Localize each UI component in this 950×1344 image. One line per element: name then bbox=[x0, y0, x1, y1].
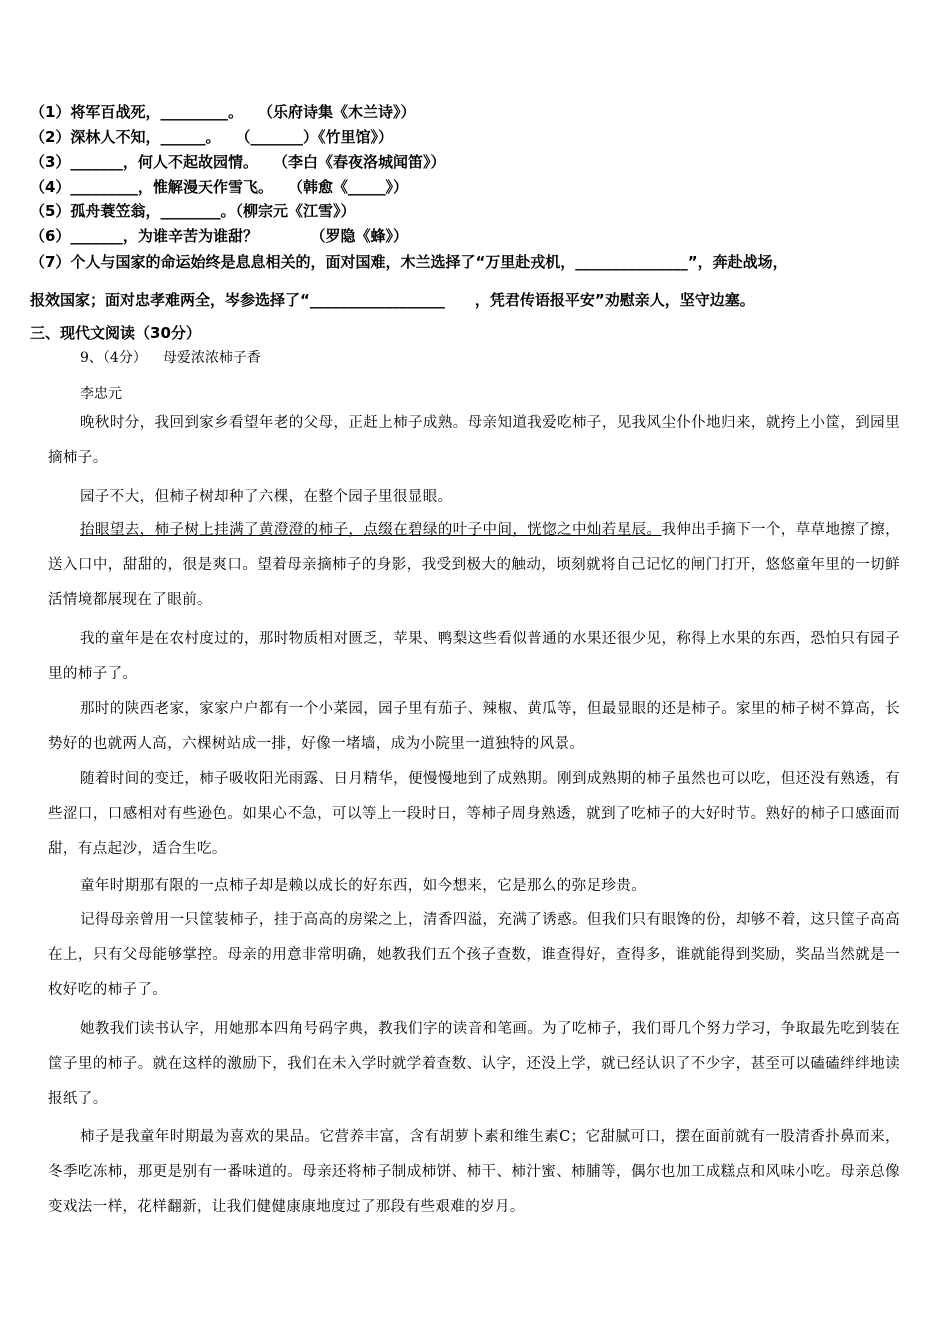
fill-item-7-line-2: 报效国家；面对忠孝难两全，岑参选择了“__________________ ，凭君传语报平安”劝慰亲人，坚守边塞。 bbox=[30, 291, 755, 309]
essay-paragraph-7: 童年时期那有限的一点柿子却是赖以成长的好东西，如今想来，它是那么的弥足珍贵。 bbox=[80, 878, 647, 894]
question-label: 9、（4分） bbox=[80, 350, 147, 366]
underlined-sentence: 抬眼望去，柿子树上挂满了黄澄澄的柿子，点缀在碧绿的叶子中间，恍惚之中灿若星辰。 bbox=[80, 522, 662, 538]
fill-item-2: （2）深林人不知，______。 （_______）《竹里馆》） bbox=[30, 128, 393, 146]
paragraph-3-rest: 我伸出手摘下一个，草草地擦了擦，送入口中，甜甜的，很是爽口。望着母亲摘柿子的身影，我受到极大的触动，顷刻就将自己记忆的闸门打开，悠悠童年里的一切鲜活情境都展现在了眼前。 bbox=[48, 522, 900, 608]
essay-paragraph-8: 记得母亲曾用一只筐装柿子，挂于高高的房梁之上，清香四溢，充满了诱惑。但我们只有眼馋的份，却够不着，这只筐子高高在上，只有父母能够掌控。母亲的用意非常明确，她教我们五个孩子查数，谁查得好，查得多，谁就能得到奖励，奖品当然就是一枚好吃的柿子了。 bbox=[48, 912, 900, 998]
essay-title: 母爱浓浓柿子香 bbox=[162, 350, 261, 366]
essay-paragraph-5: 那时的陕西老家，家家户户都有一个小菜园，园子里有茄子、辣椒、黄瓜等，但最显眼的还是柿子。家里的柿子树不算高，长势好的也就两人高，六棵树站成一排，好像一堵墙，成为小院里一道独特的风景。 bbox=[48, 701, 900, 752]
fill-item-3: （3）_______，何人不起故园情。 （李白《春夜洛城闻笛》） bbox=[30, 153, 446, 171]
section-title: 三、现代文阅读（30分） bbox=[30, 324, 201, 342]
essay-paragraph-6: 随着时间的变迁，柿子吸收阳光雨露、日月精华，便慢慢地到了成熟期。刚到成熟期的柿子虽然也可以吃，但还没有熟透，有些涩口，口感相对有些逊色。如果心不急，可以等上一段时日，等柿子周身熟透，就到了吃柿子的大好时节。熟好的柿子口感面而甜，有点起沙，适合生吃。 bbox=[48, 771, 900, 857]
fill-item-5: （5）孤舟蓑笠翁，________。（柳宗元《江雪》） bbox=[30, 202, 356, 220]
essay-paragraph-2: 园子不大，但柿子树却种了六棵，在整个园子里很显眼。 bbox=[80, 489, 453, 505]
question-heading bbox=[80, 348, 261, 368]
fill-item-7-line-1: （7）个人与国家的命运始终是息息相关的，面对国难，木兰选择了“万里赴戎机，_______________”，奔赴战场， bbox=[30, 253, 788, 271]
fill-item-1: （1）将军百战死，_________。 （乐府诗集《木兰诗》） bbox=[30, 103, 416, 121]
fill-item-4: （4）_________，惟解漫天作雪飞。 （韩愈《_____》） bbox=[30, 178, 408, 196]
essay-paragraph-9: 她教我们读书认字，用她那本四角号码字典，教我们字的读音和笔画。为了吃柿子，我们哥几个努力学习，争取最先吃到装在筐子里的柿子。就在这样的激励下，我们在未入学时就学着查数、认字，还没上学，就已经认识了不少字，甚至可以磕磕绊绊地读报纸了。 bbox=[48, 1021, 900, 1107]
essay-paragraph-4: 我的童年是在农村度过的，那时物质相对匮乏，苹果、鸭梨这些看似普通的水果还很少见，称得上水果的东西，恐怕只有园子里的柿子了。 bbox=[48, 631, 900, 682]
essay-author: 李忠元 bbox=[80, 386, 122, 402]
fill-item-6: （6）_______，为谁辛苦为谁甜？ （罗隐《蜂》） bbox=[30, 227, 408, 245]
essay-paragraph-10: 柿子是我童年时期最为喜欢的果品。它营养丰富，含有胡萝卜素和维生素C；它甜腻可口，摆在面前就有一股清香扑鼻而来，冬季吃冻柿，那更是别有一番味道的。母亲还将柿子制成柿饼、柿干、柿汁蜜、柿脯等，偶尔也加工成糕点和风味小吃。母亲总像变戏法一样，花样翻新，让我们健健康康地度过了那段有些艰难的岁月。 bbox=[48, 1129, 900, 1215]
essay-paragraph-3 bbox=[48, 513, 900, 618]
essay-paragraph-1: 晚秋时分，我回到家乡看望年老的父母，正赶上柿子成熟。母亲知道我爱吃柿子，见我风尘仆仆地归来，就挎上小筐，到园里摘柿子。 bbox=[48, 415, 900, 466]
